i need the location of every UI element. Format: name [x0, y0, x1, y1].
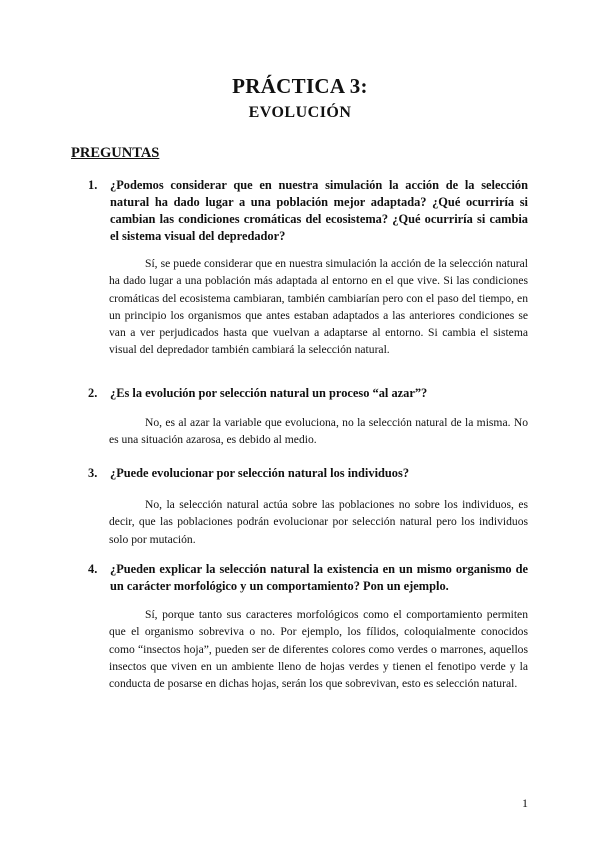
answer-1: Sí, se puede considerar que en nuestra simulación la acción de la selección natural ha dado lugar a una población más adaptada al entorno en el que vive. Si las condiciones cromáticas del ecosistema cambiaran, también cambiarían pero con el paso del tiempo, en un principio los organismos que antes estaban adaptados a las anteriores condiciones se van a ver perjudicados hasta que vuelvan a adaptarse al entorno. Si cambia el sistema visual del depredador también cambiará la selección natural.	[109, 257, 528, 357]
question-text: ¿Podemos considerar que en nuestra simulación la acción de la selección natural ha dado lugar a una población mejor adaptada? ¿Qué ocurriría si cambian las condiciones cromáticas del ecosistema? ¿Qué ocurriría si cambia el sistema visual del depredador?	[110, 178, 528, 243]
page-title: PRÁCTICA 3:	[232, 74, 368, 98]
question-2	[88, 385, 528, 402]
question-4	[88, 561, 528, 595]
question-text: ¿Pueden explicar la selección natural la existencia en un mismo organismo de un carácter morfológico y un comportamiento? Pon un ejemplo.	[110, 562, 528, 593]
answer-2: No, es al azar la variable que evoluciona, no la selección natural de la misma. No es una situación azarosa, es debido al medio.	[109, 416, 528, 447]
question-text: ¿Es la evolución por selección natural un proceso “al azar”?	[110, 386, 428, 400]
question-number: 3.	[88, 466, 98, 480]
answer-4: Sí, porque tanto sus caracteres morfológicos como el comportamiento permiten que el organismo sobreviva o no. Por ejemplo, los fílidos, coloquialmente conocidos como “insectos hoja”, pueden ser de diferentes colores como verdes o marrones, aquellos insectos que viven en un ambiente lleno de hojas verdes y tienen el fenotipo verde y la conducta de posarse en dichas hojas, serán los que sobrevivan, esto es selección natural.	[109, 608, 528, 691]
question-text: ¿Puede evolucionar por selección natural los individuos?	[110, 466, 410, 480]
page-number: 1	[522, 796, 528, 810]
page-subtitle: EVOLUCIÓN	[248, 104, 352, 121]
answer-3: No, la selección natural actúa sobre las poblaciones no sobre los individuos, es decir, que las poblaciones podrán evolucionar por selección natural pero los individuos solo por mutación.	[109, 498, 528, 546]
question-3	[88, 465, 528, 482]
question-number: 4.	[88, 562, 98, 576]
question-number: 1.	[88, 178, 98, 192]
question-1	[88, 177, 528, 245]
section-heading-preguntas: PREGUNTAS	[71, 145, 160, 161]
question-number: 2.	[88, 386, 98, 400]
